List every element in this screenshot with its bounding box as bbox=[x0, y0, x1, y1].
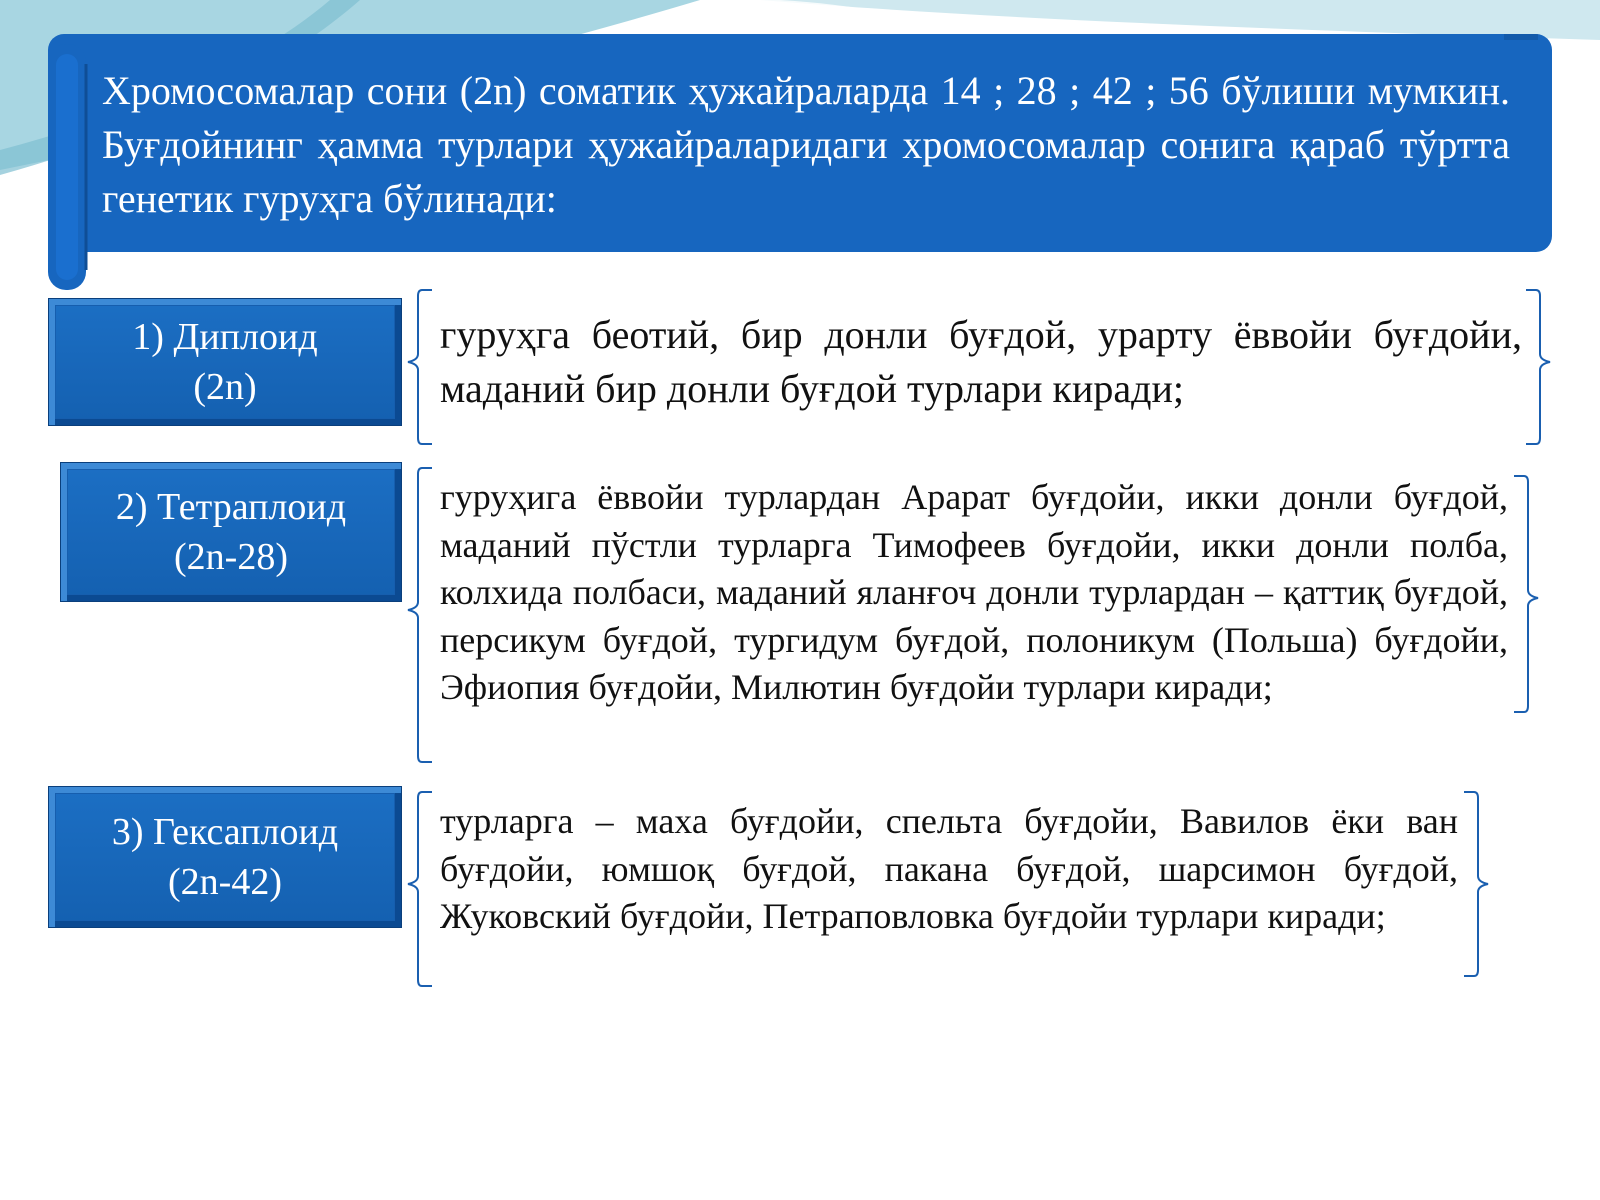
group-diploid-box bbox=[48, 298, 402, 426]
group-description-text: гуруҳга беотий, бир донли буғдой, урарту ёввойи буғдойи, маданий бир донли буғдой турлари киради; bbox=[440, 312, 1522, 411]
intro-text: Хромосомалар сони (2n) соматик ҳужайраларда 14 ; 28 ; 42 ; 56 бўлиши мумкин. Буғдойнинг ҳамма турлари ҳужайраларидаги хромосомалар сонига қараб тўртта генетик гуруҳга бўлинади: bbox=[102, 68, 1510, 221]
group-title: 2) Тетраплоид bbox=[115, 486, 347, 528]
group-tetraploid-box bbox=[60, 462, 402, 602]
group-title: 3) Гексаплоид bbox=[111, 811, 339, 853]
group-description-text: гуруҳига ёввойи турлардан Арарат буғдойи, икки донли буғдой, маданий пўстли турларга Тимофеев буғдойи, икки донли полба, колхида полбаси, маданий яланғоч донли турлардан – қаттиқ буғдой, персикум буғдой, тургидум буғдой, полоникум (Польша) буғдойи, Эфиопия буғдойи, Милютин буғдойи турлари киради; bbox=[440, 477, 1508, 707]
left-brace bbox=[412, 790, 442, 990]
group-diploid-description bbox=[412, 288, 1560, 448]
right-brace bbox=[1524, 288, 1554, 448]
group-tetraploid-description bbox=[412, 466, 1560, 766]
group-formula: (2n-42) bbox=[168, 861, 282, 903]
group-formula: (2n-28) bbox=[174, 536, 288, 578]
group-formula: (2n) bbox=[193, 366, 257, 408]
group-hexaploid-description bbox=[412, 790, 1512, 990]
group-title: 1) Диплоид bbox=[132, 316, 318, 358]
intro-banner bbox=[48, 34, 1552, 256]
left-brace bbox=[412, 288, 442, 448]
right-brace bbox=[1512, 466, 1542, 726]
group-hexaploid-box bbox=[48, 786, 402, 928]
group-description-text: турларга – маха буғдойи, спельта буғдойи, Вавилов ёки ван буғдойи, юмшоқ буғдой, пакана буғдой, шарсимон буғдой, Жуковский буғдойи, Петраповловка буғдойи турлари киради; bbox=[440, 801, 1458, 936]
right-brace bbox=[1462, 790, 1492, 990]
left-brace bbox=[412, 466, 442, 766]
